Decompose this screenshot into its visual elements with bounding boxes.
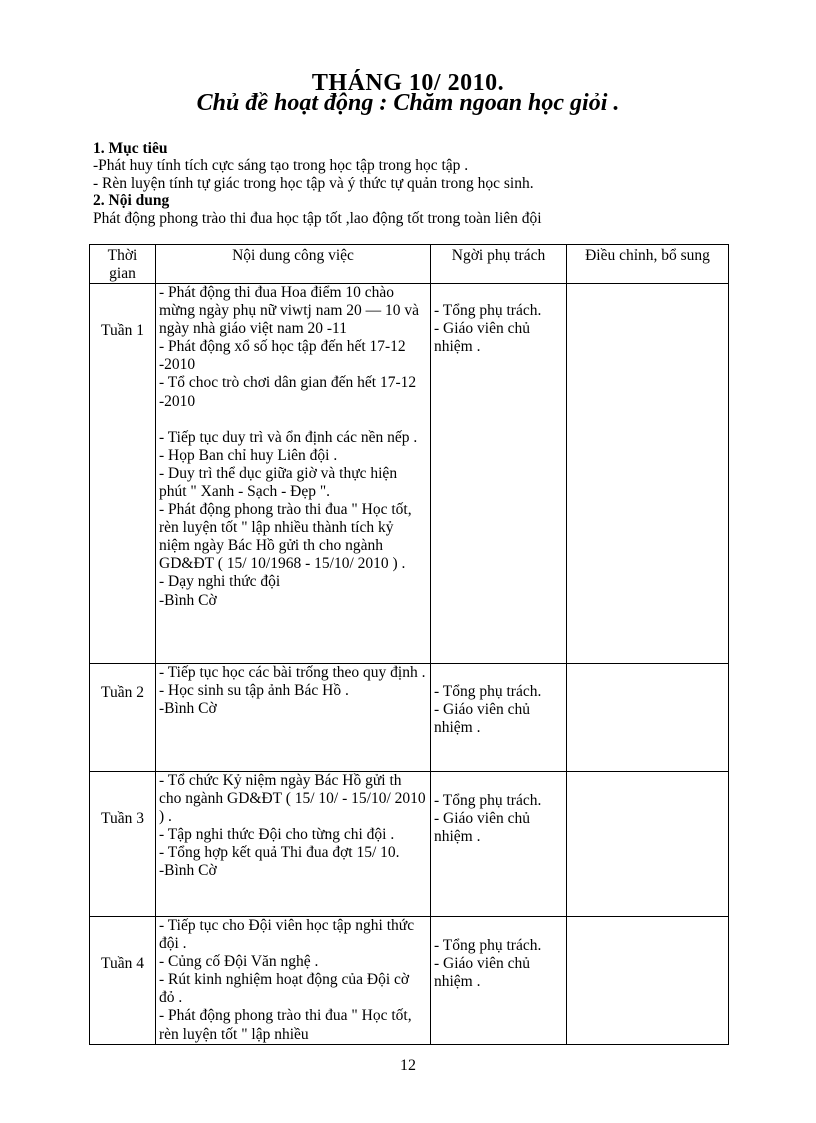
content-cell xyxy=(156,772,431,917)
column-header-content: Nội dung công việc xyxy=(156,245,431,284)
week-label: Tuần 4 xyxy=(90,917,156,1045)
week-label: Tuần 1 xyxy=(90,284,156,664)
responsible-line: - Tổng phụ trách. xyxy=(434,683,542,700)
content-cell xyxy=(156,664,431,772)
table-header-row xyxy=(90,245,729,284)
content-line: - Củng cố Đội Văn nghệ . xyxy=(159,953,319,971)
section-1-line: -Phát huy tính tích cực sáng tạo trong học tập trong học tập . xyxy=(93,157,469,174)
content-line: - Học sinh su tập ảnh Bác Hồ . xyxy=(159,682,349,700)
responsible-cell xyxy=(431,772,567,917)
section-1-heading: 1. Mục tiêu xyxy=(93,140,168,157)
adjustment-cell xyxy=(567,917,729,1045)
week-label: Tuần 2 xyxy=(90,664,156,772)
content-line: - Rút kinh nghiệm hoạt động của Đội cờ đỏ . xyxy=(159,971,410,1007)
responsible-line: - Giáo viên chủ nhiệm . xyxy=(434,955,530,991)
content-line: - Tổng hợp kết quả Thi đua đợt 15/ 10. xyxy=(159,844,400,862)
section-1-line: - Rèn luyện tính tự giác trong học tập và ý thức tự quản trong học sinh. xyxy=(93,175,534,192)
responsible-cell xyxy=(431,664,567,772)
content-line: - Phát động thi đua Hoa điểm 10 chào mừng ngày phụ nữ viwtj nam 20 — 10 và ngày nhà giáo việt nam 20 -11 xyxy=(159,284,420,338)
adjustment-cell xyxy=(567,284,729,664)
column-header-adjustment: Điều chỉnh, bổ sung xyxy=(567,245,729,284)
plan-table xyxy=(89,244,729,1045)
responsible-line: - Tổng phụ trách. xyxy=(434,792,542,809)
page-number: 12 xyxy=(400,1057,416,1074)
content-line: - Tổ choc trò chơi dân gian đến hết 17-12 -2010 xyxy=(159,374,417,410)
content-line xyxy=(159,411,427,429)
section-2-line: Phát động phong trào thi đua học tập tốt ,lao động tốt trong toàn liên đội xyxy=(93,210,542,227)
table-row xyxy=(90,772,729,917)
content-line: - Phát động xổ số học tập đến hết 17-12 -2010 xyxy=(159,338,406,374)
content-line: - Phát động phong trào thi đua " Học tốt, rèn luyện tốt " lập nhiều thành tích kỷ niệm ngày Bác Hồ gửi th cho ngành GD&ĐT ( 15/ 10/1968 - 15/10/ 2010 ) . xyxy=(159,501,412,573)
column-header-time: Thời gian xyxy=(90,245,156,284)
table-row xyxy=(90,284,729,664)
content-line: - Phát động phong trào thi đua " Học tốt, rèn luyện tốt " lập nhiều xyxy=(159,1007,412,1043)
adjustment-cell xyxy=(567,772,729,917)
content-line: - Duy trì thể dục giữa giờ và thực hiện phút " Xanh - Sạch - Đẹp ". xyxy=(159,464,398,500)
responsible-line: - Tổng phụ trách. xyxy=(434,937,542,954)
content-line: -Bình Cờ xyxy=(159,862,217,880)
responsible-line: - Giáo viên chủ nhiệm . xyxy=(434,320,530,356)
responsible-cell xyxy=(431,284,567,664)
content-cell xyxy=(156,284,431,664)
content-line: - Tiếp tục học các bài trống theo quy định . xyxy=(159,664,426,681)
week-label: Tuần 3 xyxy=(90,772,156,917)
table-row xyxy=(90,664,729,772)
table-row xyxy=(90,917,729,1045)
content-line: -Bình Cờ xyxy=(159,700,217,718)
column-header-responsible: Ngời phụ trách xyxy=(431,245,567,284)
page-subtitle: Chủ đề hoạt động : Chăm ngoan học giỏi . xyxy=(196,90,620,116)
responsible-cell xyxy=(431,917,567,1045)
content-cell xyxy=(156,917,431,1045)
section-2-heading: 2. Nội dung xyxy=(93,192,170,209)
page-title: THÁNG 10/ 2010. xyxy=(311,70,505,96)
responsible-line: - Tổng phụ trách. xyxy=(434,302,542,319)
responsible-line: - Giáo viên chủ nhiệm . xyxy=(434,810,530,846)
responsible-line: - Giáo viên chủ nhiệm . xyxy=(434,701,530,737)
content-line: - Dạy nghi thức đội xyxy=(159,573,281,591)
adjustment-cell xyxy=(567,664,729,772)
content-line: - Họp Ban chỉ huy Liên đội . xyxy=(159,446,338,464)
content-line: - Tiếp tục cho Đội viên học tập nghi thức đội . xyxy=(159,917,415,953)
content-line: - Tập nghi thức Đội cho từng chi đội . xyxy=(159,826,395,844)
content-line: - Tiếp tục duy trì và ổn định các nền nếp . xyxy=(159,428,418,446)
content-line: -Bình Cờ xyxy=(159,591,217,609)
content-line: - Tổ chức Kỷ niệm ngày Bác Hồ gửi th cho ngành GD&ĐT ( 15/ 10/ - 15/10/ 2010 ) . xyxy=(159,772,426,826)
